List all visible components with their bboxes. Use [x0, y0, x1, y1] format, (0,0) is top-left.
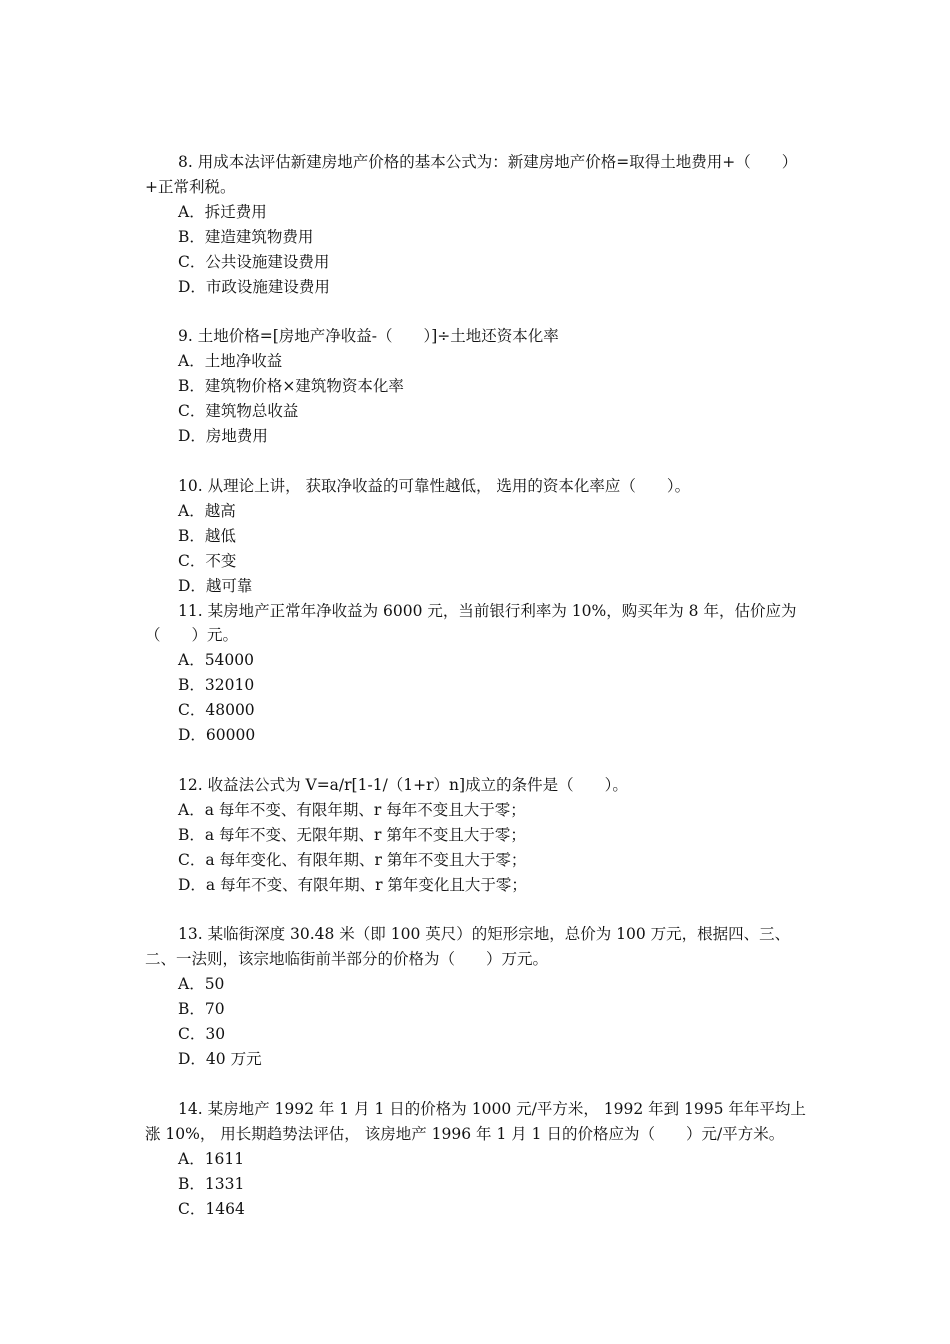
question-list — [145, 150, 810, 1221]
question-14 — [145, 1097, 810, 1222]
option-c: C．不变 — [178, 551, 237, 570]
option-b: B．1331 — [178, 1174, 245, 1193]
question-9 — [145, 324, 810, 449]
question-stem: 8. 用成本法评估新建房地产价格的基本公式为：新建房地产价格=取得土地费用+（ ）+正常利税。 — [145, 153, 798, 196]
question-10 — [145, 474, 810, 599]
option-d: D．40 万元 — [178, 1050, 262, 1068]
question-12 — [145, 773, 810, 898]
option-a: A．拆迁费用 — [178, 202, 267, 221]
option-b: B．建筑物价格×建筑物资本化率 — [178, 377, 404, 396]
option-b: B．越低 — [178, 526, 236, 545]
option-c: C．30 — [178, 1025, 226, 1044]
option-d: D．越可靠 — [178, 576, 253, 595]
option-c: C．公共设施建设费用 — [178, 252, 330, 271]
option-a: A．a 每年不变、有限年期、r 每年不变且大于零； — [178, 800, 526, 819]
option-d: D．市政设施建设费用 — [178, 277, 330, 296]
option-c: C．48000 — [178, 701, 255, 720]
question-stem: 10. 从理论上讲， 获取净收益的可靠性越低， 选用的资本化率应（ ）。 — [178, 476, 691, 495]
question-stem: 11. 某房地产正常年净收益为 6000 元，当前银行利率为 10%，购买年为 8 年，估价应为（ ）元。 — [145, 601, 797, 645]
question-stem: 9. 土地价格=[房地产净收益-（ ）]÷土地还资本化率 — [178, 327, 559, 346]
question-13 — [145, 922, 810, 1071]
question-stem: 14. 某房地产 1992 年 1 月 1 日的价格为 1000 元/平方米， 1992 年到 1995 年年平均上涨 10%， 用长期趋势法评估， 该房地产 1996 年 1 月 1 日的价格应为（ ）元/平方米。 — [145, 1099, 806, 1143]
option-b: B．建造建筑物费用 — [178, 227, 314, 246]
option-b: B．a 每年不变、无限年期、r 第年不变且大于零； — [178, 825, 526, 844]
option-d: D．60000 — [178, 726, 256, 745]
spacer — [145, 299, 810, 324]
spacer — [145, 748, 810, 773]
option-d: D．房地费用 — [178, 427, 268, 446]
question-stem: 13. 某临街深度 30.48 米（即 100 英尺）的矩形宗地，总价为 100 万元，根据四、三、二、一法则，该宗地临街前半部分的价格为（ ）万元。 — [145, 925, 791, 969]
question-8 — [145, 150, 810, 299]
option-a: A．1611 — [178, 1149, 245, 1168]
option-a: A．50 — [178, 975, 225, 994]
option-b: B．70 — [178, 1000, 225, 1019]
option-a: A．越高 — [178, 501, 236, 520]
option-c: C．建筑物总收益 — [178, 402, 299, 421]
spacer — [145, 897, 810, 922]
option-a: A．土地净收益 — [178, 352, 283, 371]
option-b: B．32010 — [178, 676, 255, 695]
spacer — [145, 1072, 810, 1097]
option-a: A．54000 — [178, 651, 255, 670]
option-d: D．a 每年不变、有限年期、r 第年变化且大于零； — [178, 875, 527, 894]
question-11 — [145, 599, 810, 748]
spacer — [145, 449, 810, 474]
question-stem: 12. 收益法公式为 V=a/r[1-1/（1+r）n]成立的条件是（ ）。 — [178, 775, 628, 794]
option-c: C．a 每年变化、有限年期、r 第年不变且大于零； — [178, 850, 527, 869]
option-c: C．1464 — [178, 1199, 245, 1218]
